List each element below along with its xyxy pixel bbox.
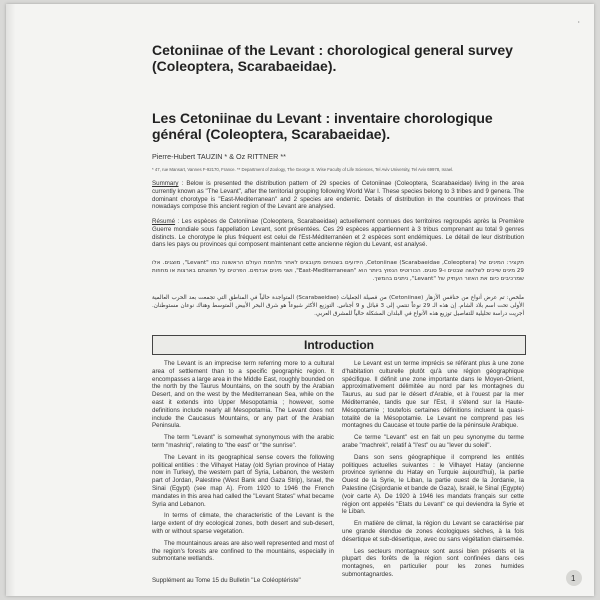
abstract-english-head: Summary [152, 180, 179, 187]
title-english: Cetoniinae of the Levant : chorological general survey (Coleoptera, Scarabaeidae). [152, 42, 513, 74]
right-column [342, 360, 524, 583]
abstract-english [152, 180, 524, 211]
page-edge-shadow [6, 4, 16, 596]
left-paragraph: In terms of climate, the characteristic of the Levant is the large extent of dry ecological zones, both desert and sub-desert, with or without sparse vegetation. [152, 512, 334, 535]
affiliations: * 47, rue Mansart, Vannes F-92170, France. ** Department of Zoology, The George S. Wise Faculty of Life Sciences, Tel Aviv University, Tel Aviv 69978, Israel. [152, 167, 454, 172]
title-french: Les Cetoniinae du Levant : inventaire chorologique général (Coleoptera, Scarabaeidae). [152, 110, 493, 142]
abstract-hebrew: תקציר: המינים של (Scarabaeidae ,Coleoptera) Cetoniinae, הידועים בשטחים מקובצים לאחר מלחמת העולם הראשונה כמו "Levant", מוצגים. אלו 29 מינים שייכים לשלושה שבטים ו-9 סוגים. הכורוטיפ הנפוץ ביותר הוא "East-Mediterranean", ושני מינים אנדמים. הפרטים על תפוצתם בארצות או מחוזות שמרכיבים כיום את האזור העתיק של "Levant", ניתנים בהמשך. [152, 260, 524, 282]
abstract-french [152, 218, 524, 249]
left-paragraph: The Levant is an imprecise term referring more to a cultural area of settlement than to a specific geographic region. It encompasses a large area in the Middle East, roughly bounded on the north by the Taurus Mountains, on the south by the Arabian Desert, and on the west by the Mediterranean Sea, while on the east it extends into Upper Mesopotamia ; however, some definitions include nearly all Mesopotamia. The Levant does not include the Caucasus Mountains, or any part of the Arabian Peninsula. [152, 360, 334, 430]
paper-page [6, 4, 594, 596]
right-paragraph: Les secteurs montagneux sont aussi bien présents et la plupart des forêts de la région sont confinées dans ces montagnes, en particulier pour les zones humides submontagnardes. [342, 547, 524, 578]
authors: Pierre-Hubert TAUZIN * & Oz RITTNER ** [152, 152, 286, 161]
right-paragraph: Dans son sens géographique il comprend les entités politiques actuelles suivantes : le Vilhayet Hatay (ancienne province syrienne du Hatay en Turquie aujourd'hui), la partie Ouest de la Syrie, le Liban, la partie ouest de la Jordanie, la Palestine (Cisjordanie et bande de Gaza), Israël, le Sinaï (Egypte) (voir carte A). De 1920 à 1946 les mandats français sur cette région ont appelés "Etats du Levant" ce qui deviendra la Syrie et le Liban. [342, 453, 524, 516]
footer-note: Supplément au Tome 15 du Bulletin "Le Coléoptériste" [152, 577, 301, 584]
corner-mark: · [577, 18, 580, 27]
right-paragraph: Ce terme "Levant" est en fait un peu synonyme du terme arabe "machrek", relatif à "l'est" ou au "lever du soleil". [342, 434, 524, 449]
introduction-heading-box [152, 335, 526, 355]
abstract-french-head: Résumé [152, 218, 176, 225]
abstract-english-text: : Below is presented the distribution pattern of 29 species of Cetoniinae (Coleoptera, Scarabaeidae) living in the area currently known as "The Levant", after the territorial grouping following World War I. These species belong to 3 tribes and 9 genera. The dominant chorotype is "East-Mediterranean" and 2 species are endemic. Details of distribution in the countries or provinces that nowadays compose this ancient region of the Levant are analysed. [152, 180, 524, 211]
abstract-french-text: : Les espèces de Cetoniinae (Coleoptera, Scarabaeidae) actuellement connues des territoires regroupés après la Première Guerre mondiale sous l'appellation Levant, sont présentées. Ces 29 espèces appartiennent à 3 tribus comprenant au total 9 genres distincts. Le chorotype le plus fréquent est celui de l'Est-Méditerranéen et 2 espèces sont endémiques. Le détail de leur distribution dans les pays ou provinces qui composent maintenant cette ancienne région du Levant, est analysé. [152, 218, 524, 249]
right-paragraph: Le Levant est un terme imprécis se référant plus à une zone d'habitation culturelle plutôt qu'à une région géographique spécifique. Il définit une zone importante dans le Moyen-Orient, approximativement délimitée au nord par les montagnes du Taurus, au sud par le désert d'Arabie, et à l'ouest par la mer Méditerranée, tandis que sur l'Est, il s'étend sur la Haute-Mésopotamie ; toutefois certaines définitions incluent la quasi-totalité de la Mésopotamie. Le Levant ne comprend pas les montagnes du Caucase et toute partie de la péninsule Arabique. [342, 360, 524, 430]
left-paragraph: The mountainous areas are also well represented and most of the region's forests are confined to the mountains, especially in submontane wetlands. [152, 539, 334, 563]
left-paragraph: The Levant in its geographical sense covers the following political entities : the Vilhayet Hatay (old Syrian province of Hatay now in Turkey), the western part of Syria, Lebanon, the western part of Jordan, Palestine (West Bank and Gaza Strip), Israel, the Sinai (Egypt) (see map A). From 1920 to 1946 the French mandates in this area had called the "Levant States" what became Syria and Lebanon. [152, 453, 334, 508]
left-column [152, 360, 334, 567]
right-paragraph: En matière de climat, la région du Levant se caractérise par une grande étendue de zones écologiques sèches, à la fois désertique et sub-désertique, avec ou sans végétation clairsemée. [342, 520, 524, 543]
left-paragraph: The term "Levant" is somewhat synonymous with the arabic term "mashriq", relating to "the east" or "the sunrise". [152, 434, 334, 449]
abstract-arabic: ملخص: تم عرض أنواع من خنافس الأزهار (Cetoniinae) من فصيلة الجعليات (Scarabaeidae) المتواجدة حالياً في المناطق التي تجمعت بعد الحرب العالمية الأولى تحت اسم بلاد الشام. إن هذه الـ 29 نوعاً تنتمي إلى 3 قبائل و 9 أجناس. التوزيع الأكثر شيوعاً هو شرق البحر الأبيض المتوسط وهناك نوعان مستوطنان. أجريت دراسة تحليلية للتفاصيل توزيع هذه الأنواع في البلدان المشكلة حالياً للمشرق العربي. [152, 295, 524, 317]
page-number: 1 [571, 574, 576, 583]
introduction-heading: Introduction [304, 338, 374, 352]
